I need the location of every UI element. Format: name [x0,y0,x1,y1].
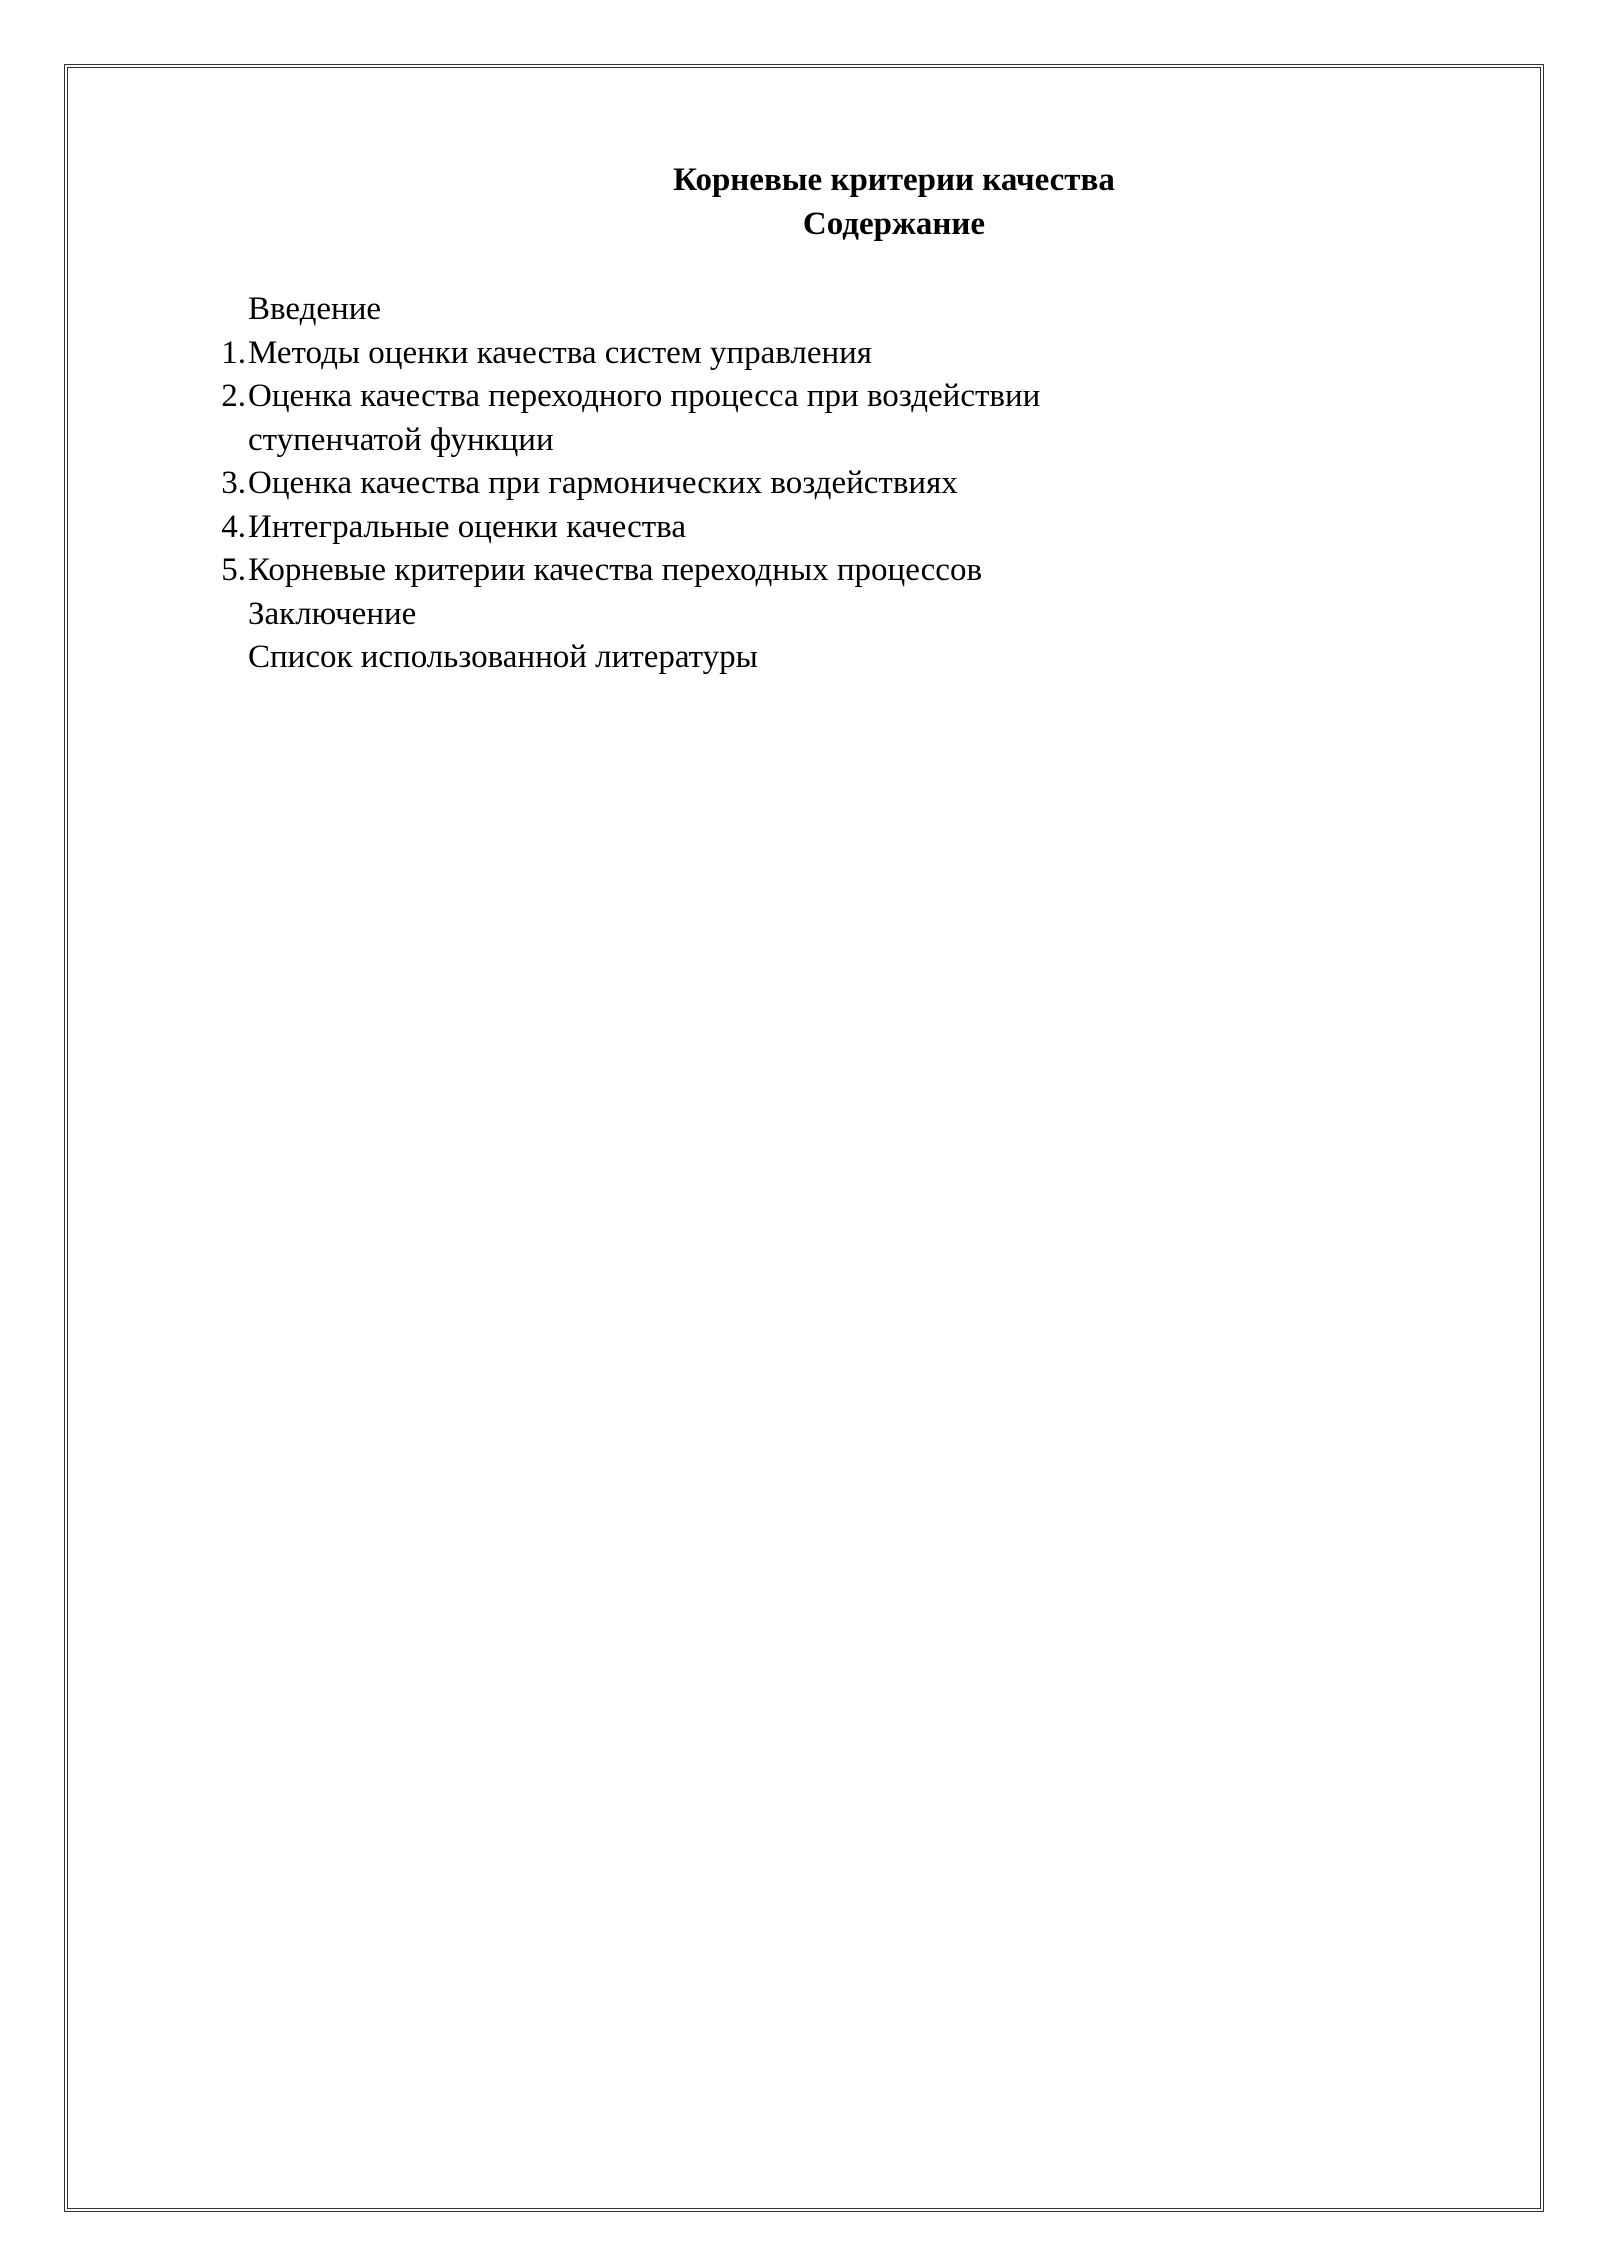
toc-item-label: Интегральные оценки качества [248,508,686,545]
toc-item-number: 4. [221,508,246,545]
toc-heading: Содержание [802,206,986,242]
toc-item-label: Список использованной литературы [248,639,758,675]
toc-item-label: Оценка качества при гармонических воздействиях [248,465,958,501]
toc-item-introduction [198,288,1298,332]
toc-item-number: 2. [221,378,246,414]
toc-item-conclusion [198,593,1298,637]
toc-item-1 [198,332,1298,376]
toc-item-4 [198,506,1298,550]
toc-item-number: 1. [221,334,246,371]
table-of-contents [198,288,1298,680]
toc-item-label: Методы оценки качества систем управления [248,334,872,371]
toc-item-label: Корневые критерии качества переходных процессов [248,552,983,588]
toc-item-5 [198,549,1298,593]
toc-item-number: 5. [221,552,246,588]
page-border [64,64,1544,2212]
toc-item-label [248,375,1298,462]
toc-item-number: 3. [221,465,246,501]
toc-item-label-line-2: ступенчатой функции [248,421,554,458]
toc-item-label: Введение [248,291,382,327]
toc-item-label: Заключение [248,595,417,632]
toc-item-2 [198,375,1298,462]
document-title: Корневые критерии качества [673,162,1115,198]
toc-item-references [198,636,1298,680]
toc-item-label-line-1: Оценка качества переходного процесса при воздействии [248,378,1041,414]
toc-item-3 [198,462,1298,506]
